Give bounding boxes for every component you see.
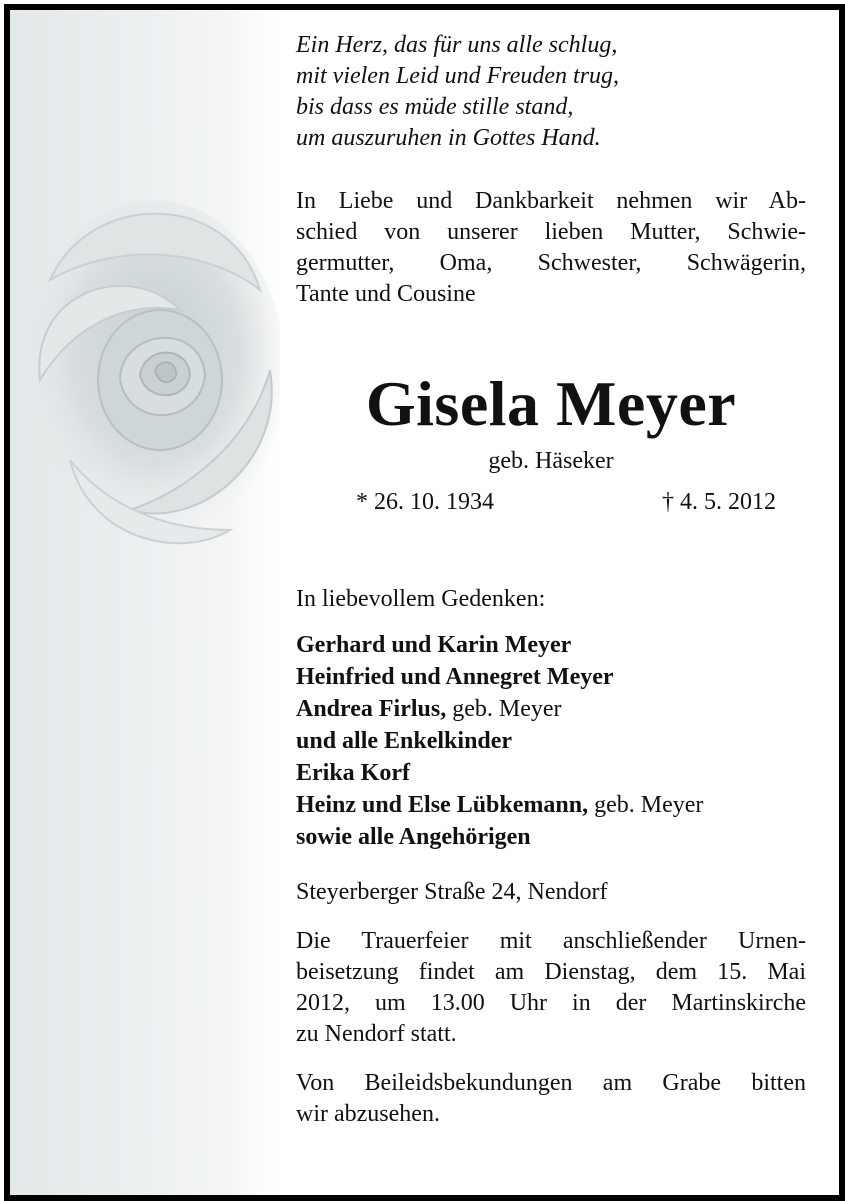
funeral-line: 2012, um 13.00 Uhr in der Martinskirche — [296, 990, 806, 1016]
notice-text — [296, 30, 806, 1130]
verse — [296, 30, 806, 154]
verse-line: um auszuruhen in Gottes Hand. — [296, 125, 601, 151]
funeral-info — [296, 926, 806, 1050]
decorative-side-panel — [10, 10, 280, 1195]
condolence-line: Von Beileidsbekundungen am Grabe bitten — [296, 1070, 806, 1096]
verse-line: Ein Herz, das für uns alle schlug, — [296, 32, 618, 58]
verse-line: mit vielen Leid und Freuden trug, — [296, 63, 620, 89]
obituary-notice — [4, 4, 845, 1201]
mourner-entry: und alle Enkelkinder — [296, 728, 513, 754]
funeral-line: Die Trauerfeier mit anschließender Urnen- — [296, 928, 806, 954]
birth-date: * 26. 10. 1934 — [356, 489, 494, 515]
intro-line: Tante und Cousine — [296, 281, 476, 307]
mourner-entry: Heinfried und Annegret Meyer — [296, 664, 614, 690]
mourner-entry: Erika Korf — [296, 760, 410, 786]
life-dates — [356, 487, 776, 518]
memorial-heading: In liebevollem Gedenken: — [296, 586, 546, 612]
mourner-entry: Andrea Firlus, geb. Meyer — [296, 696, 562, 722]
intro-paragraph — [296, 186, 806, 310]
mourners-list — [296, 629, 806, 853]
address: Steyerberger Straße 24, Nendorf — [296, 879, 608, 905]
mourner-entry: sowie alle Angehörigen — [296, 824, 531, 850]
intro-line: In Liebe und Dankbarkeit nehmen wir Ab- — [296, 188, 806, 214]
death-date: † 4. 5. 2012 — [662, 489, 776, 515]
mourner-entry: Heinz und Else Lübkemann, geb. Meyer — [296, 792, 704, 818]
intro-line: schied von unserer lieben Mutter, Schwie- — [296, 219, 806, 245]
mourner-entry: Gerhard und Karin Meyer — [296, 632, 572, 658]
funeral-line: zu Nendorf statt. — [296, 1021, 457, 1047]
condolence-note — [296, 1068, 806, 1130]
intro-line: germutter, Oma, Schwester, Schwägerin, — [296, 250, 806, 276]
deceased-name: Gisela Meyer — [365, 368, 737, 439]
verse-line: bis dass es müde stille stand, — [296, 94, 574, 120]
birth-name: geb. Häseker — [488, 448, 614, 474]
condolence-line: wir abzusehen. — [296, 1101, 440, 1127]
funeral-line: beisetzung findet am Dienstag, dem 15. Mai — [296, 959, 806, 985]
rose-image — [10, 130, 280, 600]
